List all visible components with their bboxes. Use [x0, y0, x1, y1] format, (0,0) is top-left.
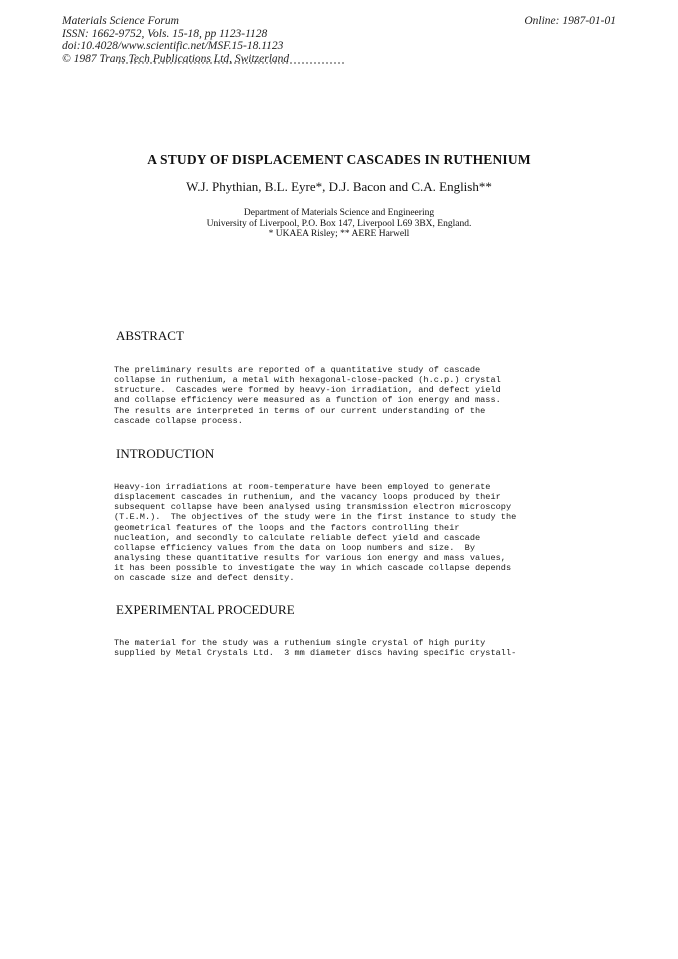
text-line: Heavy-ion irradiations at room-temperature have been employed to generate [114, 482, 491, 492]
paper-title: A STUDY OF DISPLACEMENT CASCADES IN RUTHENIUM [147, 152, 531, 167]
author-affiliation [0, 208, 678, 240]
introduction-heading: INTRODUCTION [116, 446, 215, 461]
doi-line: doi:10.4028/www.scientific.net/MSF.15-18.1123 [62, 40, 284, 53]
journal-citation-header [62, 15, 289, 65]
text-line: and collapse efficiency were measured as a function of ion energy and mass. [114, 395, 501, 406]
issn-line: ISSN: 1662-9752, Vols. 15-18, pp 1123-1128 [62, 27, 268, 40]
text-line: cascade collapse process. [114, 415, 243, 426]
text-line: supplied by Metal Crystals Ltd. 3 mm diameter discs having specific crystall- [114, 648, 517, 659]
text-line: subsequent collapse have been analysed using transmission electron microscopy [114, 502, 512, 513]
text-line: structure. Cascades were formed by heavy-ion irradiation, and defect yield [114, 385, 501, 396]
text-line: collapse in ruthenium, a metal with hexagonal-close-packed (h.c.p.) crystal [114, 375, 501, 386]
online-date: Online: 1987-01-01 [524, 15, 616, 27]
paper-authors: W.J. Phythian, B.L. Eyre*, D.J. Bacon and C.A. English** [186, 179, 492, 194]
text-line: displacement cascades in ruthenium, and the vacancy loops produced by their [114, 492, 501, 503]
affiliation-line: University of Liverpool, P.O. Box 147, Liverpool L69 3BX, England. [206, 218, 472, 229]
text-line: it has been possible to investigate the way in which cascade collapse depends [114, 563, 512, 574]
text-line: geometrical features of the loops and the factors controlling their [114, 522, 460, 533]
text-line: The preliminary results are reported of a quantitative study of cascade [114, 365, 481, 375]
text-line: nucleation, and secondly to calculate reliable defect yield and cascade [114, 532, 481, 543]
text-line: The results are interpreted in terms of our current understanding of the [114, 405, 486, 416]
text-line: on cascade size and defect density. [114, 573, 295, 584]
abstract-body [114, 365, 501, 426]
text-line: The material for the study was a ruthenium single crystal of high purity [114, 638, 486, 648]
affiliation-line: * UKAEA Risley; ** AERE Harwell [268, 229, 410, 239]
journal-name: Materials Science Forum [62, 15, 179, 27]
text-line: analysing these quantitative results for various ion energy and mass values, [114, 553, 506, 564]
text-line: (T.E.M.). The objectives of the study were in the first instance to study the [114, 512, 517, 523]
introduction-body [114, 482, 516, 584]
affiliation-line: Department of Materials Science and Engineering [243, 208, 435, 218]
copyright-line: © 1987 Trans Tech Publications Ltd, Switzerland [62, 52, 290, 65]
experimental-body [114, 638, 516, 658]
text-line: collapse efficiency values from the data on loop numbers and size. By [114, 542, 475, 553]
abstract-heading: ABSTRACT [116, 328, 184, 343]
scan-artifact [118, 62, 344, 69]
experimental-heading: EXPERIMENTAL PROCEDURE [116, 602, 295, 617]
